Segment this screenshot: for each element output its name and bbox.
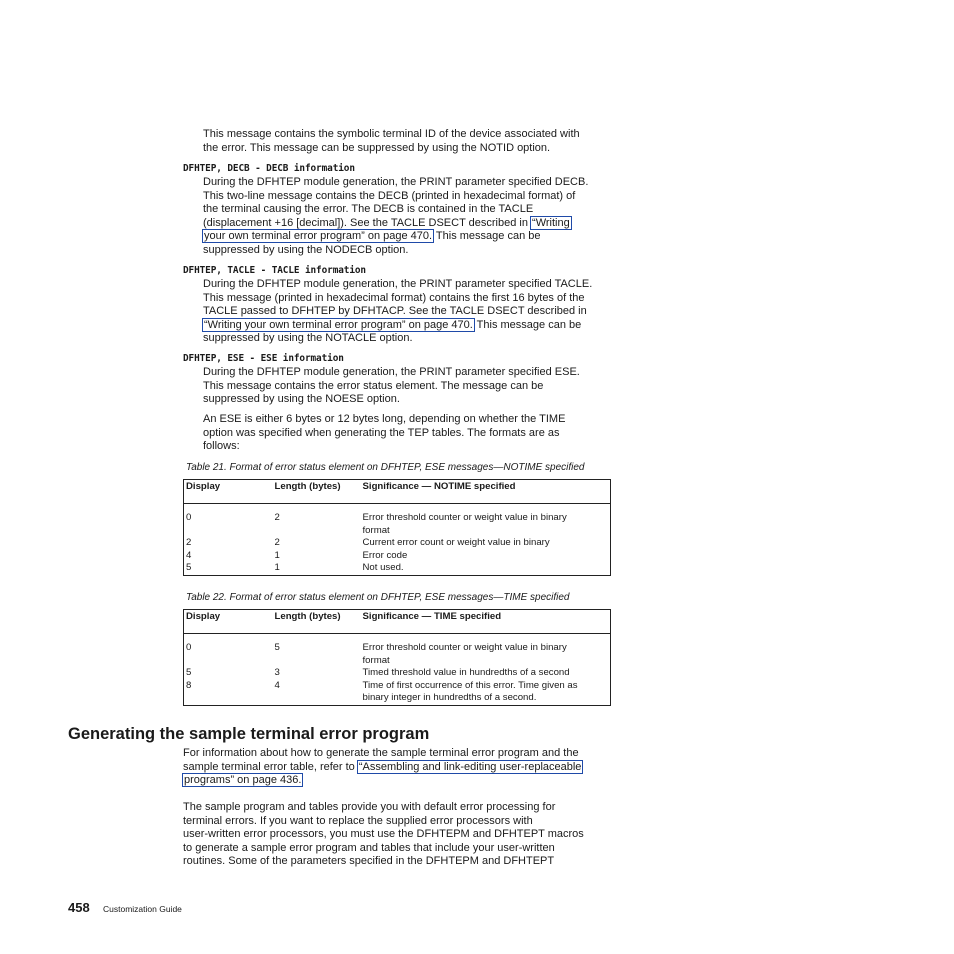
table-row bbox=[184, 634, 611, 667]
cell-line: binary integer in hundredths of a second. bbox=[362, 692, 537, 704]
text-span: This message can be bbox=[473, 318, 582, 331]
column-header: Significance — TIME specified bbox=[361, 610, 611, 634]
table-row bbox=[184, 550, 611, 562]
table-cell: 0 bbox=[186, 642, 192, 654]
table-cell: 5 bbox=[274, 642, 280, 654]
text-line: This message contains the symbolic terminal ID of the device associated with bbox=[203, 128, 580, 140]
table-cell: 2 bbox=[274, 512, 280, 524]
table-row bbox=[184, 504, 611, 537]
definition-decb bbox=[203, 176, 588, 258]
text-line: For information about how to generate the sample terminal error program and the bbox=[183, 747, 579, 759]
table-cell: Timed threshold value in hundredths of a second bbox=[362, 667, 570, 679]
table-row bbox=[184, 667, 611, 679]
text-line: This message contains the error status element. The message can be bbox=[203, 379, 544, 392]
text-line: terminal errors. If you want to replace the supplied error processors with bbox=[183, 814, 533, 827]
intro-paragraph bbox=[203, 128, 580, 155]
text-line: The sample program and tables provide you with default error processing for bbox=[183, 801, 556, 813]
text-line: An ESE is either 6 bytes or 12 bytes long, depending on whether the TIME bbox=[203, 413, 566, 425]
text-line: follows: bbox=[203, 440, 240, 453]
book-title: Customization Guide bbox=[103, 904, 182, 914]
text-line: During the DFHTEP module generation, the PRINT parameter specified DECB. bbox=[203, 176, 589, 188]
definition-term-decb: DFHTEP, DECB - DECB information bbox=[183, 163, 355, 174]
link-assembling-user-replaceable-programs[interactable]: “Assembling and link-editing user-replaceable bbox=[358, 760, 582, 773]
table-cell: 3 bbox=[274, 667, 280, 679]
table-cell: 0 bbox=[186, 512, 192, 524]
table-notime-format bbox=[183, 479, 611, 576]
link-writing-terminal-error-program-cont[interactable]: your own terminal error program” on page 470. bbox=[204, 230, 433, 243]
definition-term-ese: DFHTEP, ESE - ESE information bbox=[183, 353, 344, 364]
table-cell: 1 bbox=[274, 549, 280, 561]
cell-line: Error threshold counter or weight value in binary bbox=[362, 512, 567, 524]
table-caption: Table 22. Format of error status element on DFHTEP, ESE messages—TIME specified bbox=[186, 592, 570, 603]
text-span: sample terminal error table, refer to bbox=[183, 760, 358, 773]
table-header-row bbox=[184, 480, 611, 504]
table-cell: 4 bbox=[274, 679, 280, 691]
table-cell: 4 bbox=[186, 549, 192, 561]
section-paragraph-1 bbox=[183, 747, 582, 788]
text-line: suppressed by using the NODECB option. bbox=[203, 243, 409, 256]
cell-line: Error threshold counter or weight value in binary bbox=[362, 642, 567, 654]
cell-line: format bbox=[362, 524, 390, 536]
table-cell bbox=[361, 680, 611, 706]
table-cell bbox=[361, 504, 611, 537]
column-header: Significance — NOTIME specified bbox=[361, 480, 611, 504]
text-line: suppressed by using the NOESE option. bbox=[203, 393, 400, 406]
table-cell: 1 bbox=[274, 562, 280, 574]
text-line bbox=[203, 319, 592, 333]
text-line: to generate a sample error program and tables that include your user-written bbox=[183, 841, 555, 854]
cell-line: Time of first occurrence of this error. Time given as bbox=[362, 679, 578, 691]
text-line bbox=[203, 217, 588, 231]
link-writing-terminal-error-program[interactable]: “Writing bbox=[532, 216, 570, 229]
text-line: This message (printed in hexadecimal format) contains the first 16 bytes of the bbox=[203, 291, 585, 304]
table-header-row bbox=[184, 610, 611, 634]
column-header: Display bbox=[184, 610, 273, 634]
definition-ese bbox=[203, 366, 580, 407]
text-line bbox=[183, 761, 582, 775]
cell-line: format bbox=[362, 654, 390, 666]
definition-tacle bbox=[203, 278, 592, 346]
text-span: (displacement +16 [decimal]). See the TACLE DSECT described in bbox=[203, 216, 532, 229]
table-cell bbox=[361, 634, 611, 667]
table-cell: Not used. bbox=[362, 562, 404, 574]
table-cell: Current error count or weight value in binary bbox=[362, 537, 550, 549]
section-paragraph-2 bbox=[183, 801, 584, 869]
table-cell: 8 bbox=[186, 679, 192, 691]
table-time-format bbox=[183, 609, 611, 706]
column-header: Display bbox=[184, 480, 273, 504]
text-line bbox=[183, 774, 582, 788]
table-caption: Table 21. Format of error status element on DFHTEP, ESE messages—NOTIME specified bbox=[186, 462, 585, 473]
table-row bbox=[184, 537, 611, 549]
ese-format-paragraph bbox=[203, 413, 565, 454]
text-line: During the DFHTEP module generation, the PRINT parameter specified ESE. bbox=[203, 366, 580, 378]
text-line bbox=[203, 230, 588, 244]
column-header: Length (bytes) bbox=[273, 610, 361, 634]
page-number: 458 bbox=[68, 900, 90, 915]
section-heading: Generating the sample terminal error program bbox=[68, 725, 430, 743]
table-cell: 5 bbox=[186, 562, 192, 574]
text-line: suppressed by using the NOTACLE option. bbox=[203, 332, 413, 345]
table-row bbox=[184, 680, 611, 706]
link-writing-terminal-error-program-2[interactable]: “Writing your own terminal error program” on page 470. bbox=[204, 318, 473, 331]
text-line: the terminal causing the error. The DECB is contained in the TACLE bbox=[203, 203, 534, 216]
link-assembling-user-replaceable-programs-cont[interactable]: programs” on page 436. bbox=[184, 774, 302, 787]
table-cell: 2 bbox=[274, 537, 280, 549]
text-line: the error. This message can be suppressed by using the NOTID option. bbox=[203, 141, 551, 154]
table-cell: 5 bbox=[186, 667, 192, 679]
definition-term-tacle: DFHTEP, TACLE - TACLE information bbox=[183, 265, 366, 276]
column-header: Length (bytes) bbox=[273, 480, 361, 504]
table-cell: Error code bbox=[362, 549, 408, 561]
text-line: option was specified when generating the TEP tables. The formats are as bbox=[203, 426, 560, 439]
text-line: TACLE passed to DFHTEP by DFHTACP. See the TACLE DSECT described in bbox=[203, 305, 587, 318]
text-line: This two-line message contains the DECB (printed in hexadecimal format) of bbox=[203, 189, 576, 202]
table-cell: 2 bbox=[186, 537, 192, 549]
text-line: user-written error processors, you must use the DFHTEPM and DFHTEPT macros bbox=[183, 828, 584, 841]
table-row bbox=[184, 562, 611, 576]
text-line: routines. Some of the parameters specified in the DFHTEPM and DFHTEPT bbox=[183, 855, 555, 868]
text-span: This message can be bbox=[433, 230, 541, 243]
text-line: During the DFHTEP module generation, the PRINT parameter specified TACLE. bbox=[203, 278, 593, 290]
